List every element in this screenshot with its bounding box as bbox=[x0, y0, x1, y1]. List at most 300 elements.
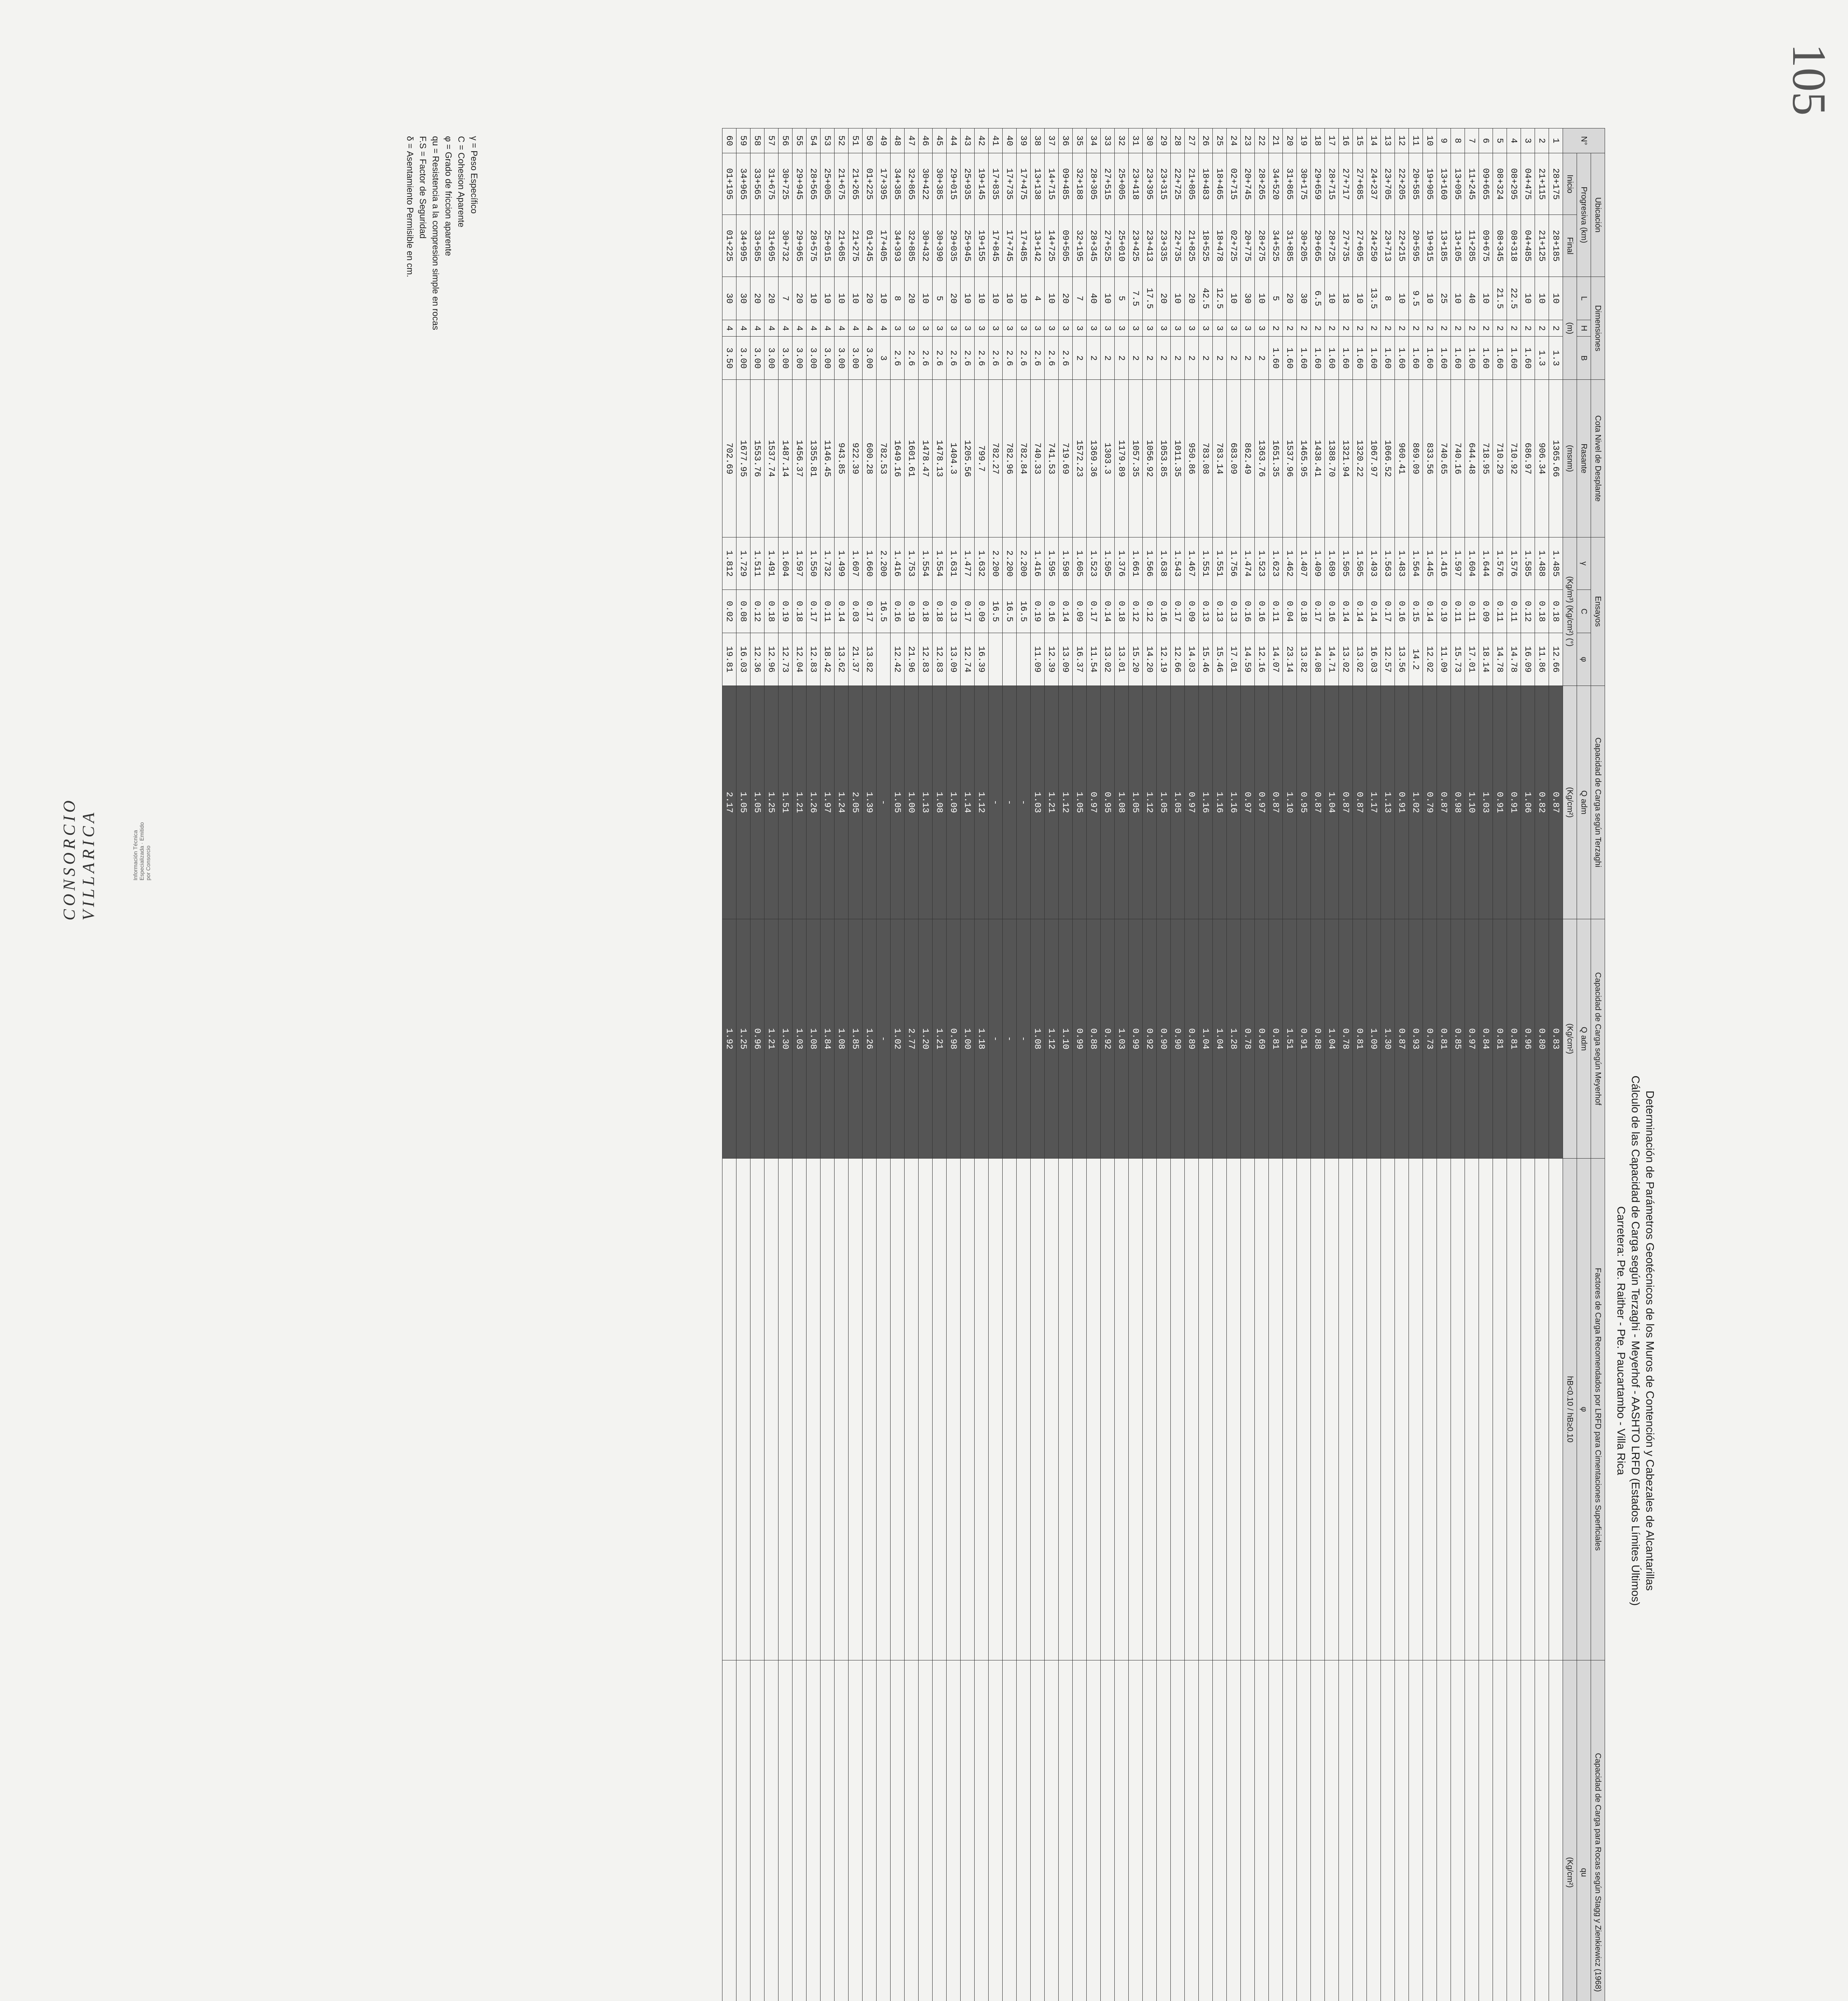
title-line-2: Cálculo de las Capacidad de Carga según Terzaghi - Meyerhof - AASHTO LRFD (Estados Límites Últimos) bbox=[1629, 1075, 1642, 1606]
row-inicio: 29+945 bbox=[793, 153, 807, 215]
row-final: 01+245 bbox=[863, 215, 877, 277]
row-lrfd bbox=[1115, 1159, 1129, 1660]
row-L: 5 bbox=[1269, 277, 1283, 320]
row-gamma: 2.200 bbox=[877, 537, 891, 589]
row-gamma: 1.543 bbox=[1171, 537, 1185, 589]
row-H: 4 bbox=[807, 320, 821, 337]
row-B: 2.6 bbox=[961, 337, 975, 380]
row-inicio: 27+515 bbox=[1101, 153, 1115, 215]
row-mey-qadm: 0.73 bbox=[1423, 919, 1437, 1159]
row-final: 28+725 bbox=[1325, 215, 1339, 277]
row-B: 1.60 bbox=[1367, 337, 1381, 380]
row-inicio: 34+385 bbox=[891, 153, 905, 215]
row-H: 4 bbox=[863, 320, 877, 337]
row-c: 0.03 bbox=[849, 590, 863, 633]
row-phi: 14.78 bbox=[1493, 633, 1507, 686]
row-gamma: 1.632 bbox=[975, 537, 989, 589]
row-terz-qadm: 2.05 bbox=[849, 686, 863, 919]
row-B: 3.00 bbox=[835, 337, 849, 380]
row-final: 09+505 bbox=[1059, 215, 1073, 277]
table-row bbox=[1227, 128, 1241, 2001]
row-mey-qadm: 0.93 bbox=[1409, 919, 1423, 1159]
row-inicio: 04+475 bbox=[1521, 153, 1535, 215]
col-terzaghi: Capacidad de Carga según Terzaghi bbox=[1591, 686, 1605, 919]
row-cota: 783.08 bbox=[1199, 380, 1213, 537]
row-L: 10 bbox=[821, 277, 835, 320]
row-final: 29+665 bbox=[1311, 215, 1325, 277]
row-terz-qadm: - bbox=[1003, 686, 1017, 919]
row-phi: 17.01 bbox=[1227, 633, 1241, 686]
row-H: 3 bbox=[1171, 320, 1185, 337]
row-phi: 18.42 bbox=[821, 633, 835, 686]
row-c: 16.5 bbox=[1003, 590, 1017, 633]
row-H: 3 bbox=[1199, 320, 1213, 337]
row-phi: 15.46 bbox=[1213, 633, 1227, 686]
table-row bbox=[1115, 128, 1129, 2001]
row-L: 10 bbox=[877, 277, 891, 320]
table-row bbox=[1479, 128, 1493, 2001]
row-terz-qadm: 1.12 bbox=[1143, 686, 1157, 919]
col-lrfd-sub: φ bbox=[1577, 1159, 1591, 1660]
row-H: 2 bbox=[1339, 320, 1353, 337]
row-terz-qadm: 1.21 bbox=[793, 686, 807, 919]
row-phi: 13.82 bbox=[1297, 633, 1311, 686]
row-mey-qadm: 0.89 bbox=[1185, 919, 1199, 1159]
row-H: 3 bbox=[975, 320, 989, 337]
row-n: 41 bbox=[989, 128, 1003, 153]
col-lrfd: Factores de Carga Recomendados por LRFD para Cimentaciones Superficiales bbox=[1591, 1159, 1605, 1660]
row-terz-qadm: 1.06 bbox=[1521, 686, 1535, 919]
row-phi: 16.03 bbox=[736, 633, 750, 686]
row-cota: 1388.70 bbox=[1325, 380, 1339, 537]
row-stagg bbox=[1213, 1660, 1227, 2001]
row-inicio: 23+705 bbox=[1381, 153, 1395, 215]
row-c: 0.11 bbox=[1269, 590, 1283, 633]
row-lrfd bbox=[877, 1159, 891, 1660]
row-lrfd bbox=[1241, 1159, 1255, 1660]
row-phi: 14.03 bbox=[1185, 633, 1199, 686]
row-final: 32+195 bbox=[1073, 215, 1087, 277]
row-B: 2.6 bbox=[891, 337, 905, 380]
row-H: 3 bbox=[961, 320, 975, 337]
table-row bbox=[1353, 128, 1367, 2001]
row-cota: 833.56 bbox=[1423, 380, 1437, 537]
row-stagg bbox=[947, 1660, 961, 2001]
row-cota: 943.85 bbox=[835, 380, 849, 537]
row-c: 0.02 bbox=[722, 590, 736, 633]
row-lrfd bbox=[1199, 1159, 1213, 1660]
row-gamma: 1.729 bbox=[736, 537, 750, 589]
row-phi: 14.07 bbox=[1269, 633, 1283, 686]
side-fine-print: Información Técnica Especializada · Emitido por Consorcio bbox=[132, 822, 151, 880]
row-gamma: 1.376 bbox=[1115, 537, 1129, 589]
row-final: 20+595 bbox=[1409, 215, 1423, 277]
row-stagg bbox=[1017, 1660, 1031, 2001]
row-final: 08+318 bbox=[1507, 215, 1521, 277]
row-stagg bbox=[1465, 1660, 1479, 2001]
row-B: 1.60 bbox=[1493, 337, 1507, 380]
row-stagg bbox=[1479, 1660, 1493, 2001]
table-row bbox=[1381, 128, 1395, 2001]
row-H: 4 bbox=[750, 320, 764, 337]
row-lrfd bbox=[1031, 1159, 1045, 1660]
row-n: 43 bbox=[961, 128, 975, 153]
row-B: 2 bbox=[1143, 337, 1157, 380]
row-inicio: 25+005 bbox=[1115, 153, 1129, 215]
row-L: 10 bbox=[1255, 277, 1269, 320]
row-B: 2.6 bbox=[1031, 337, 1045, 380]
row-c: 0.14 bbox=[835, 590, 849, 633]
row-B: 3.00 bbox=[807, 337, 821, 380]
row-cota: 1303.3 bbox=[1101, 380, 1115, 537]
table-row bbox=[1423, 128, 1437, 2001]
row-c: 0.09 bbox=[1185, 590, 1199, 633]
row-final: 19+915 bbox=[1423, 215, 1437, 277]
row-c: 0.14 bbox=[1423, 590, 1437, 633]
row-L: 30 bbox=[722, 277, 736, 320]
row-gamma: 1.416 bbox=[891, 537, 905, 589]
row-mey-qadm: 0.90 bbox=[1157, 919, 1171, 1159]
row-gamma: 1.576 bbox=[1493, 537, 1507, 589]
row-cota: 1601.61 bbox=[905, 380, 919, 537]
row-cota: 1649.16 bbox=[891, 380, 905, 537]
row-H: 2 bbox=[1353, 320, 1367, 337]
row-mey-qadm: 1.18 bbox=[975, 919, 989, 1159]
row-phi: 16.39 bbox=[975, 633, 989, 686]
row-mey-qadm: 1.51 bbox=[1283, 919, 1297, 1159]
row-n: 59 bbox=[736, 128, 750, 153]
row-B: 1.60 bbox=[1381, 337, 1395, 380]
table-row bbox=[1367, 128, 1381, 2001]
row-inicio: 30+422 bbox=[919, 153, 933, 215]
col-cota: Cota Nivel de Desplante bbox=[1591, 380, 1605, 537]
row-lrfd bbox=[1395, 1159, 1409, 1660]
row-stagg bbox=[877, 1660, 891, 2001]
row-B: 2.6 bbox=[905, 337, 919, 380]
row-gamma: 1.644 bbox=[1479, 537, 1493, 589]
table-row bbox=[1409, 128, 1423, 2001]
row-stagg bbox=[1549, 1660, 1563, 2001]
row-phi: 12.42 bbox=[891, 633, 905, 686]
row-H: 4 bbox=[793, 320, 807, 337]
row-B: 1.3 bbox=[1535, 337, 1549, 380]
row-stagg bbox=[1493, 1660, 1507, 2001]
row-B: 2 bbox=[1101, 337, 1115, 380]
row-phi: 12.96 bbox=[764, 633, 779, 686]
row-mey-qadm: 0.96 bbox=[1521, 919, 1535, 1159]
col-units: (Kg/m³) (Kg/cm²) (°) bbox=[1563, 537, 1577, 686]
row-phi bbox=[1003, 633, 1017, 686]
row-cota: 1404.3 bbox=[947, 380, 961, 537]
row-cota: 869.09 bbox=[1409, 380, 1423, 537]
row-mey-qadm: 1.92 bbox=[722, 919, 736, 1159]
row-final: 31+695 bbox=[764, 215, 779, 277]
row-n: 47 bbox=[905, 128, 919, 153]
row-n: 25 bbox=[1213, 128, 1227, 153]
row-H: 4 bbox=[849, 320, 863, 337]
row-L: 20 bbox=[863, 277, 877, 320]
table-row bbox=[1213, 128, 1227, 2001]
row-inicio: 28+565 bbox=[807, 153, 821, 215]
row-H: 3 bbox=[919, 320, 933, 337]
row-mey-qadm: - bbox=[989, 919, 1003, 1159]
row-phi: 11.09 bbox=[1031, 633, 1045, 686]
row-c: 0.18 bbox=[764, 590, 779, 633]
row-cota: 1067.97 bbox=[1367, 380, 1381, 537]
row-final: 23+713 bbox=[1381, 215, 1395, 277]
row-stagg bbox=[1185, 1660, 1199, 2001]
row-terz-qadm: 1.04 bbox=[1325, 686, 1339, 919]
row-inicio: 30+725 bbox=[779, 153, 793, 215]
row-n: 35 bbox=[1073, 128, 1087, 153]
row-final: 17+405 bbox=[877, 215, 891, 277]
row-cota: 1478.47 bbox=[919, 380, 933, 537]
row-gamma: 1.597 bbox=[793, 537, 807, 589]
row-B: 1.60 bbox=[1269, 337, 1283, 380]
row-final: 13+185 bbox=[1437, 215, 1451, 277]
row-lrfd bbox=[1311, 1159, 1325, 1660]
row-inicio: 29+015 bbox=[947, 153, 961, 215]
col-final: Final bbox=[1563, 215, 1577, 277]
table-row bbox=[1003, 128, 1017, 2001]
row-L: 20 bbox=[905, 277, 919, 320]
row-B: 2 bbox=[1073, 337, 1087, 380]
row-B: 2 bbox=[1227, 337, 1241, 380]
row-final: 25+010 bbox=[1115, 215, 1129, 277]
row-mey-qadm: 0.83 bbox=[1549, 919, 1563, 1159]
col-msnm: (msnm) bbox=[1563, 380, 1577, 537]
row-L: 13.5 bbox=[1367, 277, 1381, 320]
row-lrfd bbox=[1185, 1159, 1199, 1660]
row-mey-qadm: 1.08 bbox=[1031, 919, 1045, 1159]
left-margin bbox=[0, 0, 192, 2001]
row-L: 20 bbox=[947, 277, 961, 320]
row-H: 3 bbox=[1087, 320, 1101, 337]
stamp-role-1 bbox=[453, 1953, 466, 2001]
row-L: 20 bbox=[1059, 277, 1073, 320]
row-gamma: 2.200 bbox=[1017, 537, 1031, 589]
row-inicio: 32+188 bbox=[1073, 153, 1087, 215]
row-inicio: 28+305 bbox=[1087, 153, 1101, 215]
row-n: 13 bbox=[1381, 128, 1395, 153]
row-L: 42.5 bbox=[1199, 277, 1213, 320]
row-c: 0.19 bbox=[779, 590, 793, 633]
row-lrfd bbox=[1479, 1159, 1493, 1660]
row-c: 0.14 bbox=[1339, 590, 1353, 633]
row-mey-qadm: 1.85 bbox=[849, 919, 863, 1159]
row-phi: 12.73 bbox=[779, 633, 793, 686]
row-lrfd bbox=[1059, 1159, 1073, 1660]
row-mey-qadm: 1.30 bbox=[779, 919, 793, 1159]
row-B: 2 bbox=[1129, 337, 1143, 380]
table-row bbox=[1507, 128, 1521, 2001]
row-lrfd bbox=[722, 1159, 736, 1660]
row-n: 3 bbox=[1521, 128, 1535, 153]
row-B: 3.00 bbox=[849, 337, 863, 380]
row-cota: 1478.13 bbox=[933, 380, 947, 537]
row-lrfd bbox=[1003, 1159, 1017, 1660]
row-n: 34 bbox=[1087, 128, 1101, 153]
row-B: 1.60 bbox=[1395, 337, 1409, 380]
page-number: 105 bbox=[1783, 44, 1836, 116]
row-final: 13+105 bbox=[1451, 215, 1465, 277]
row-final: 31+885 bbox=[1283, 215, 1297, 277]
row-gamma: 1.551 bbox=[1213, 537, 1227, 589]
row-phi: 11.86 bbox=[1535, 633, 1549, 686]
row-B: 3.50 bbox=[722, 337, 736, 380]
table-row bbox=[1269, 128, 1283, 2001]
row-B: 1.60 bbox=[1353, 337, 1367, 380]
table-row bbox=[1465, 128, 1479, 2001]
row-cota: 1355.81 bbox=[807, 380, 821, 537]
row-lrfd bbox=[1465, 1159, 1479, 1660]
row-final: 27+695 bbox=[1353, 215, 1367, 277]
row-gamma: 1.756 bbox=[1227, 537, 1241, 589]
row-phi: 14.08 bbox=[1311, 633, 1325, 686]
row-final: 33+585 bbox=[750, 215, 764, 277]
row-n: 15 bbox=[1353, 128, 1367, 153]
row-H: 2 bbox=[1325, 320, 1339, 337]
row-inicio: 31+675 bbox=[764, 153, 779, 215]
row-lrfd bbox=[1045, 1159, 1059, 1660]
row-gamma: 1.566 bbox=[1143, 537, 1157, 589]
row-B: 2 bbox=[1185, 337, 1199, 380]
row-n: 24 bbox=[1227, 128, 1241, 153]
row-H: 3 bbox=[1003, 320, 1017, 337]
row-inicio: 27+717 bbox=[1339, 153, 1353, 215]
row-terz-qadm: 0.87 bbox=[1311, 686, 1325, 919]
row-mey-qadm: 1.30 bbox=[1381, 919, 1395, 1159]
row-n: 5 bbox=[1493, 128, 1507, 153]
row-terz-qadm: 2.17 bbox=[722, 686, 736, 919]
row-inicio: 20+585 bbox=[1409, 153, 1423, 215]
row-H: 2 bbox=[1367, 320, 1381, 337]
row-c: 0.19 bbox=[905, 590, 919, 633]
row-inicio: 14+715 bbox=[1045, 153, 1059, 215]
row-H: 2 bbox=[1493, 320, 1507, 337]
row-phi: 15.73 bbox=[1451, 633, 1465, 686]
row-B: 2 bbox=[1199, 337, 1213, 380]
row-L: 5 bbox=[933, 277, 947, 320]
row-terz-qadm: 1.12 bbox=[975, 686, 989, 919]
row-terz-qadm: 0.87 bbox=[1339, 686, 1353, 919]
row-phi: 19.81 bbox=[722, 633, 736, 686]
row-B: 1.60 bbox=[1423, 337, 1437, 380]
row-B: 3.00 bbox=[779, 337, 793, 380]
row-mey-qadm: 0.81 bbox=[1507, 919, 1521, 1159]
table-row bbox=[863, 128, 877, 2001]
row-terz-qadm: 1.05 bbox=[1171, 686, 1185, 919]
row-H: 2 bbox=[1437, 320, 1451, 337]
row-stagg bbox=[1087, 1660, 1101, 2001]
row-L: 20 bbox=[793, 277, 807, 320]
row-c: 0.17 bbox=[807, 590, 821, 633]
row-lrfd bbox=[821, 1159, 835, 1660]
row-c: 0.13 bbox=[1199, 590, 1213, 633]
row-final: 18+525 bbox=[1199, 215, 1213, 277]
row-terz-qadm: 1.16 bbox=[1199, 686, 1213, 919]
row-lrfd bbox=[975, 1159, 989, 1660]
row-B: 2 bbox=[1213, 337, 1227, 380]
row-phi: 14.78 bbox=[1507, 633, 1521, 686]
row-cota: 1146.45 bbox=[821, 380, 835, 537]
row-mey-qadm: 1.21 bbox=[764, 919, 779, 1159]
row-L: 30 bbox=[1297, 277, 1311, 320]
row-final: 01+225 bbox=[722, 215, 736, 277]
row-terz-qadm: 1.51 bbox=[779, 686, 793, 919]
row-n: 32 bbox=[1115, 128, 1129, 153]
row-lrfd bbox=[1451, 1159, 1465, 1660]
row-L: 5 bbox=[1115, 277, 1129, 320]
row-phi: 12.66 bbox=[1171, 633, 1185, 686]
row-mey-qadm: 1.03 bbox=[793, 919, 807, 1159]
row-terz-qadm: 1.12 bbox=[1059, 686, 1073, 919]
row-B: 3 bbox=[877, 337, 891, 380]
row-H: 3 bbox=[1157, 320, 1171, 337]
row-stagg bbox=[1143, 1660, 1157, 2001]
row-cota: 1057.35 bbox=[1129, 380, 1143, 537]
row-c: 0.11 bbox=[1507, 590, 1521, 633]
row-B: 2 bbox=[1087, 337, 1101, 380]
row-stagg bbox=[1171, 1660, 1185, 2001]
row-gamma: 1.607 bbox=[849, 537, 863, 589]
row-mey-qadm: 0.99 bbox=[1073, 919, 1087, 1159]
col-ubicacion: Ubicación bbox=[1591, 153, 1605, 277]
row-H: 3 bbox=[1059, 320, 1073, 337]
row-cota: 1677.95 bbox=[736, 380, 750, 537]
row-final: 21+825 bbox=[1185, 215, 1199, 277]
row-mey-qadm: 1.28 bbox=[1227, 919, 1241, 1159]
row-final: 13+142 bbox=[1031, 215, 1045, 277]
row-terz-qadm: - bbox=[989, 686, 1003, 919]
row-B: 2.6 bbox=[1059, 337, 1073, 380]
row-final: 21+125 bbox=[1535, 215, 1549, 277]
row-n: 16 bbox=[1339, 128, 1353, 153]
row-H: 3 bbox=[1101, 320, 1115, 337]
row-final: 30+732 bbox=[779, 215, 793, 277]
row-cota: 782.53 bbox=[877, 380, 891, 537]
row-final: 23+335 bbox=[1157, 215, 1171, 277]
row-L: 7.5 bbox=[1129, 277, 1143, 320]
row-c: 0.17 bbox=[1381, 590, 1395, 633]
row-cota: 1179.89 bbox=[1115, 380, 1129, 537]
table-row bbox=[779, 128, 793, 2001]
row-L: 40 bbox=[1465, 277, 1479, 320]
row-gamma: 1.416 bbox=[1437, 537, 1451, 589]
row-final: 29+035 bbox=[947, 215, 961, 277]
table-row bbox=[1045, 128, 1059, 2001]
row-c: 0.11 bbox=[821, 590, 835, 633]
row-final: 18+478 bbox=[1213, 215, 1227, 277]
company-side-mark: CONSORCIO VILLARICA bbox=[60, 797, 98, 920]
row-n: 27 bbox=[1185, 128, 1199, 153]
row-inicio: 29+659 bbox=[1311, 153, 1325, 215]
row-gamma: 1.477 bbox=[961, 537, 975, 589]
row-inicio: 27+685 bbox=[1353, 153, 1367, 215]
row-B: 2.6 bbox=[1045, 337, 1059, 380]
row-lrfd bbox=[1017, 1159, 1031, 1660]
row-c: 0.16 bbox=[891, 590, 905, 633]
row-phi: 13.02 bbox=[1101, 633, 1115, 686]
row-c: 0.16 bbox=[1045, 590, 1059, 633]
row-stagg bbox=[1409, 1660, 1423, 2001]
title-line-1: Determinación de Parámetros Geotécnicos de los Muros de Contención y Cabezales de Alcantarillas bbox=[1644, 1091, 1656, 1591]
row-gamma: 1.563 bbox=[1381, 537, 1395, 589]
table-row bbox=[1297, 128, 1311, 2001]
row-inicio: 25+935 bbox=[961, 153, 975, 215]
row-gamma: 1.564 bbox=[1409, 537, 1423, 589]
row-B: 2 bbox=[1157, 337, 1171, 380]
